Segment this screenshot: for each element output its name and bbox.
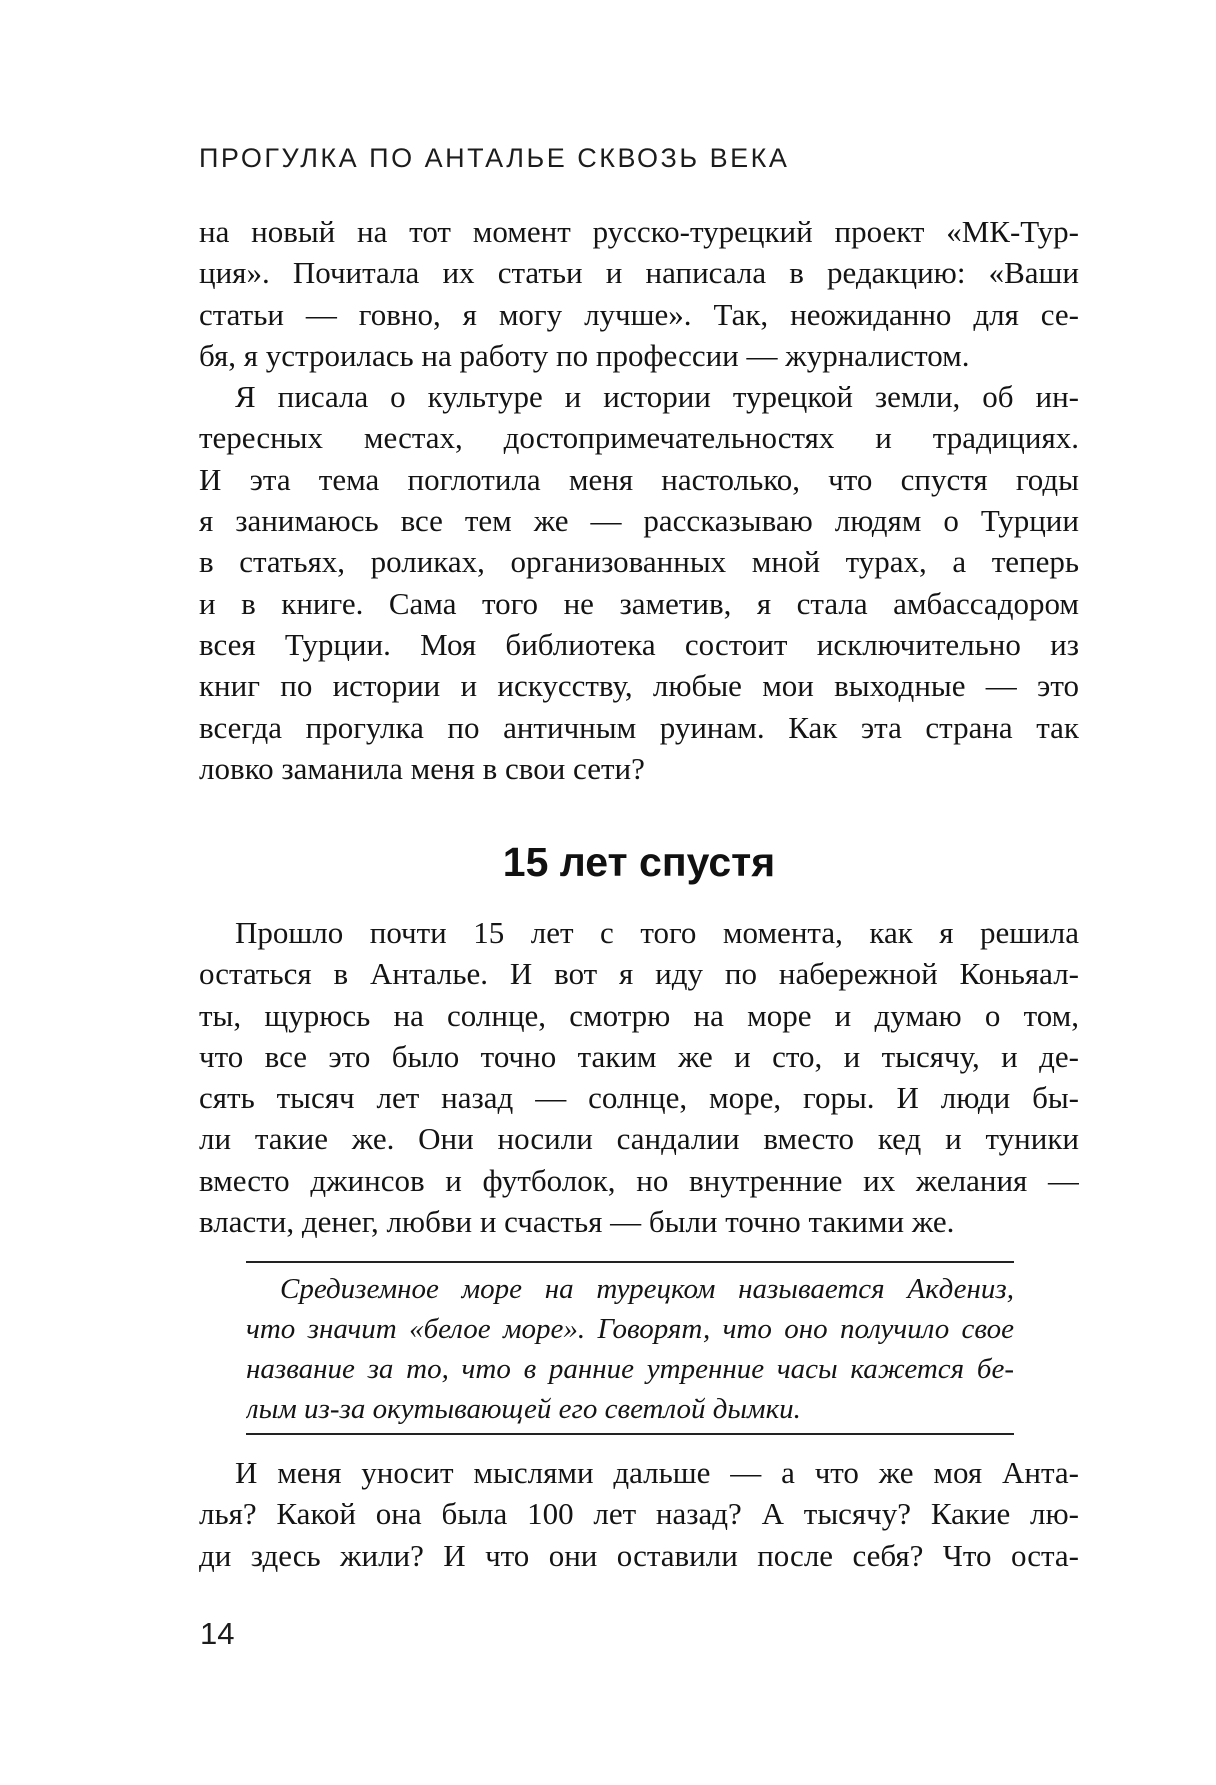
text-line: лым из-за окутывающей его светлой дымки. [246,1393,801,1425]
text-line: вместо джинсов и футболок, но внутренние их желания — [199,1162,1079,1198]
paragraph-fifteen-years [199,912,1079,1242]
section-heading: 15 лет спустя [502,839,776,885]
text-line: ты, щурюсь на солнце, смотрю на море и думаю о том, [199,997,1079,1033]
paragraph-closing [199,1452,1079,1576]
text-line: ция». Почитала их статьи и написала в редакцию: «Ваши [199,255,1079,291]
body-text-block-middle [199,912,1079,1242]
text-line: статьи — говно, я могу лучше». Так, неожиданно для се- [199,296,1079,332]
body-text-block-bottom [199,1452,1079,1576]
paragraph-opening [199,211,1079,376]
text-line: что значит «белое море». Говорят, что оно получило свое [246,1313,1014,1345]
text-line: Средиземное море на турецком называется Акдениз, [280,1273,1014,1305]
text-line: название за то, что в ранние утренние часы кажется бе- [246,1353,1014,1385]
text-line: ди здесь жили? И что они оставили после себя? Что оста- [199,1537,1079,1573]
text-line: ловко заманила меня в свои сети? [199,750,645,786]
page-number: 14 [200,1616,235,1651]
text-line: я занимаюсь все тем же — рассказываю людям о Турции [199,503,1079,539]
text-line: в статьях, роликах, организованных мной турах, а теперь [199,544,1079,580]
callout-note [246,1261,1014,1435]
text-line: лья? Какой она была 100 лет назад? А тысячу? Какие лю- [199,1496,1079,1532]
text-line: всегда прогулка по античным руинам. Как эта страна так [199,709,1079,745]
text-line: ли такие же. Они носили сандалии вместо кед и туники [199,1121,1079,1157]
text-line: книг по истории и искусству, любые мои выходные — это [199,668,1079,704]
text-line: что все это было точно таким же и сто, и тысячу, и де- [199,1038,1079,1074]
text-line: всея Турции. Моя библиотека состоит исключительно из [199,626,1079,662]
body-text-block-top [199,211,1079,789]
text-line: на новый на тот момент русско-турецкий проект «МК-Тур- [199,214,1079,249]
text-line: сять тысяч лет назад — солнце, море, горы. И люди бы- [199,1080,1079,1116]
text-line: тересных местах, достопримечательностях и традициях. [199,420,1079,456]
running-head: ПРОГУЛКА ПО АНТАЛЬЕ СКВОЗЬ ВЕКА [199,143,790,173]
paragraph-journalist [199,376,1079,789]
text-line: Я писала о культуре и истории турецкой земли, об ин- [235,379,1079,415]
text-line: остаться в Анталье. И вот я иду по набережной Коньяал- [199,956,1079,992]
text-line: И эта тема поглотила меня настолько, что спустя годы [199,461,1079,497]
text-line: бя, я устроилась на работу по профессии — журналистом. [199,337,970,373]
text-line: власти, денег, любви и счастья — были точно такими же. [199,1204,955,1240]
text-line: И меня уносит мыслями дальше — а что же моя Анта- [235,1455,1079,1490]
text-line: и в книге. Сама того не заметив, я стала амбассадором [199,585,1079,621]
text-line: Прошло почти 15 лет с того момента, как я решила [235,915,1079,950]
